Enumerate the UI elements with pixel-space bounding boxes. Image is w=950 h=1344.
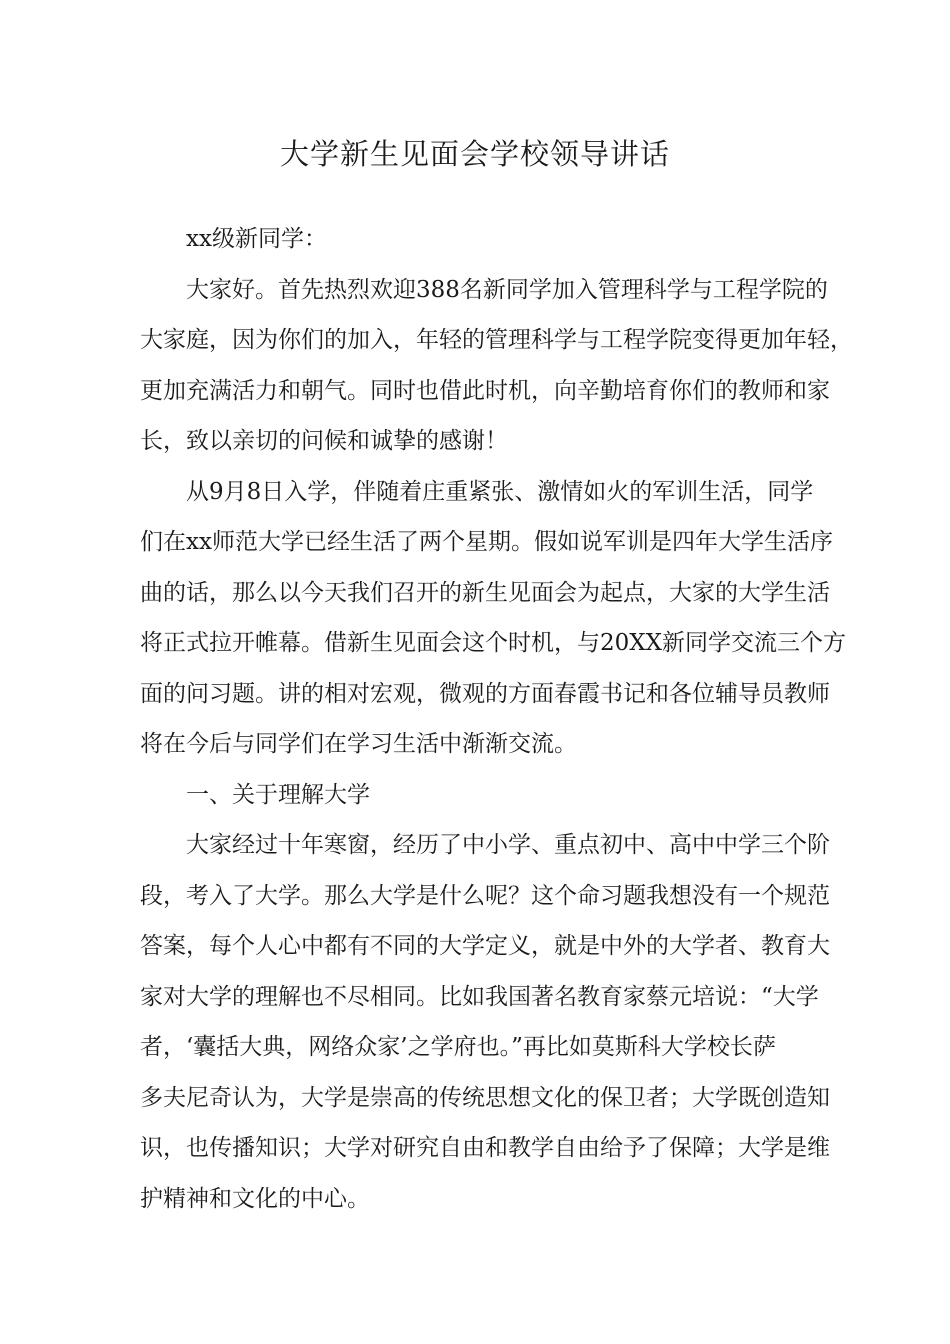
paragraph-line: 大家庭，因为你们的加入，年轻的管理科学与工程学院变得更加年轻，: [140, 327, 853, 353]
section-heading-text: 一、关于理解大学: [186, 781, 370, 808]
document-title: 大学新生见面会学校领导讲话: [279, 137, 670, 171]
paragraph-line: 段，考入了大学。那么大学是什么呢？这个命习题我想没有一个规范: [140, 882, 830, 909]
paragraph-line: 长，致以亲切的问候和诚挚的感谢！: [140, 428, 508, 454]
paragraph-line: 更加充满活力和朝气。同时也借此时机，向辛勤培育你们的教师和家: [140, 377, 830, 404]
paragraph-line: 识，也传播知识；大学对研究自由和教学自由给予了保障；大学是维: [140, 1135, 830, 1161]
section-heading: [140, 770, 828, 821]
paragraph-line: 大家好。首先热烈欢迎388名新同学加入管理科学与工程学院的: [186, 276, 828, 303]
paragraph-line: 从9月8日入学，伴随着庄重紧张、激情如火的军训生活，同学: [186, 478, 814, 505]
paragraph-line: 们在xx师范大学已经生活了两个星期。假如说军训是四年大学生活序: [140, 529, 833, 555]
paragraph-welcome: [140, 265, 853, 467]
salutation: xx级新同学：: [186, 226, 327, 252]
paragraph-line: 将正式拉开帷幕。借新生见面会这个时机，与20XX新同学交流三个方: [140, 630, 847, 656]
paragraph-line: 面的问习题。讲的相对宏观，微观的方面春霞书记和各位辅导员教师: [140, 680, 830, 707]
paragraph-line: 多夫尼奇认为，大学是崇高的传统思想文化的保卫者；大学既创造知: [140, 1084, 830, 1111]
paragraph-line: 护精神和文化的中心。: [140, 1185, 370, 1212]
paragraph-line: 答案，每个人心中都有不同的大学定义，就是中外的大学者、教育大: [140, 933, 830, 959]
paragraph-line: 曲的话，那么以今天我们召开的新生见面会为起点，大家的大学生活: [140, 579, 830, 606]
paragraph-understanding-university: [140, 820, 828, 1224]
paragraph-line: 将在今后与同学们在学习生活中渐渐交流。: [140, 731, 577, 757]
document-body: [140, 214, 853, 1224]
paragraph-line: 者，‘囊括大典，网络众家’之学府也。”再比如莫斯科大学校长萨: [140, 1034, 776, 1060]
paragraph-line: 家对大学的理解也不尽相同。比如我国著名教育家蔡元培说：“大学: [140, 983, 819, 1010]
paragraph-military-training: [140, 467, 847, 770]
paragraph-line: 大家经过十年寒窗，经历了中小学、重点初中、高中中学三个阶: [186, 832, 830, 858]
